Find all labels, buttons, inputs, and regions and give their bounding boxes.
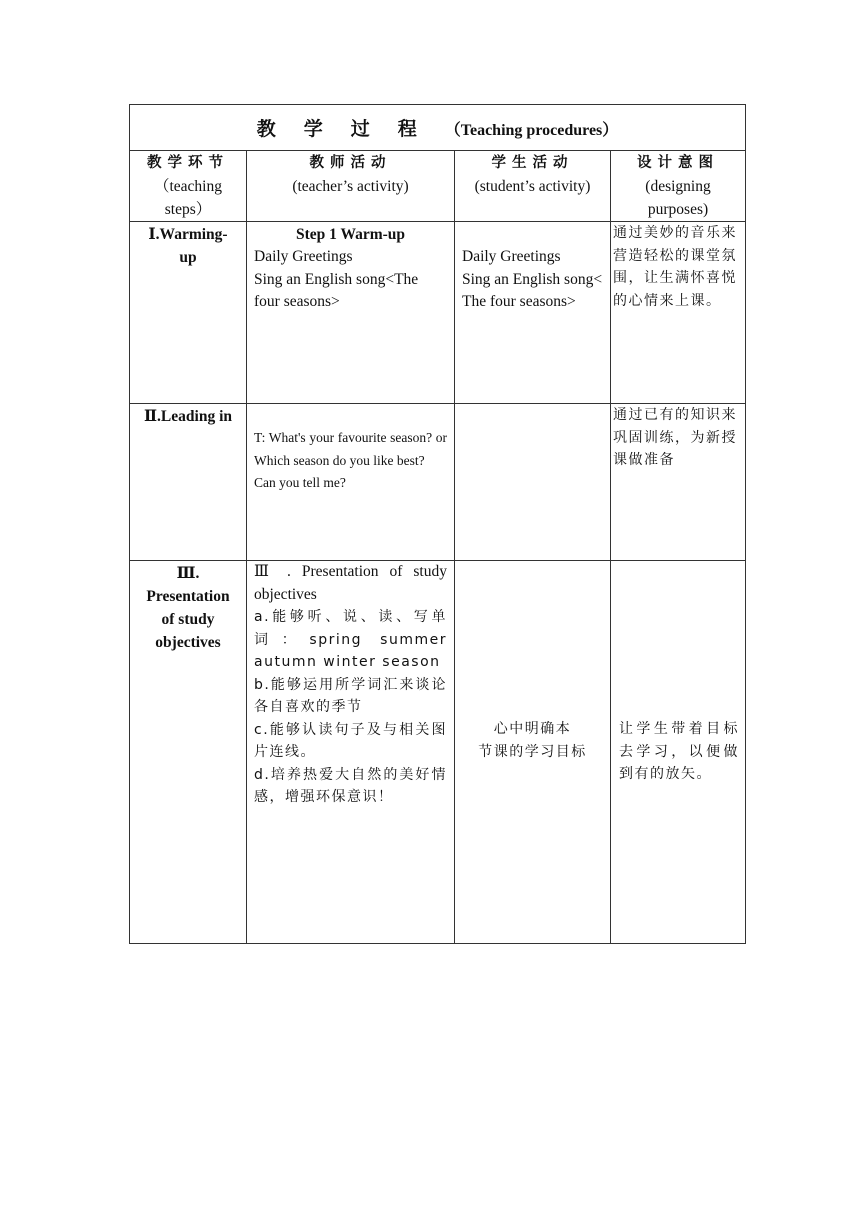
header-steps	[130, 151, 247, 222]
step-label: objectives	[155, 634, 221, 651]
header-steps-cn: 教学环节	[147, 155, 229, 171]
student-cell	[455, 561, 611, 944]
title-cn: 教学过程	[256, 118, 445, 140]
student-activity: 节课的学习目标	[478, 743, 587, 760]
objective-item: c.能够认读句子及与相关图片连线。	[254, 721, 447, 760]
step-label: up	[179, 249, 197, 266]
step-label: Ⅱ.Leading in	[143, 408, 232, 425]
header-teacher	[247, 151, 455, 222]
header-steps-en2: steps）	[164, 201, 212, 218]
purpose-text: 让学生带着目标去学习，以便做到有的放矢。	[619, 721, 740, 782]
table-title	[130, 105, 746, 151]
teacher-activity: Sing an English song<The four seasons>	[254, 270, 419, 310]
teacher-cell	[247, 561, 455, 944]
header-purpose	[611, 151, 746, 222]
purpose-text: 通过已有的知识来巩固训练，为新授课做准备	[613, 407, 737, 468]
teacher-activity: Can you tell me?	[254, 475, 346, 490]
step-label: Ⅲ.	[176, 565, 200, 582]
table-row	[130, 222, 746, 404]
step-label: Ⅰ.Warming-	[148, 226, 228, 243]
table-row	[130, 404, 746, 561]
teacher-cell	[247, 404, 455, 561]
title-row	[130, 105, 746, 151]
student-activity: 心中明确本	[493, 721, 572, 737]
title-en: （Teaching procedures）	[444, 122, 619, 139]
header-student-cn: 学生活动	[491, 155, 574, 171]
purpose-cell	[611, 561, 746, 944]
teacher-activity: Ⅲ . Presentation of study objectives	[254, 563, 447, 603]
teacher-activity: T: What's your favourite season? or Which season do you like best?	[254, 430, 447, 468]
teacher-activity: Daily Greetings	[254, 248, 353, 265]
student-activity: Sing an English song< The four seasons>	[462, 270, 603, 310]
teacher-cell	[247, 222, 455, 404]
student-activity: Daily Greetings	[462, 248, 561, 265]
step-cell	[130, 404, 247, 561]
step-label: of study	[161, 611, 215, 628]
step-cell	[130, 561, 247, 944]
step-heading: Step 1 Warm-up	[295, 226, 406, 243]
header-steps-en1: （teaching	[153, 178, 222, 195]
header-teacher-cn: 教师活动	[309, 155, 392, 171]
header-teacher-en: (teacher’s activity)	[292, 178, 409, 195]
student-cell	[455, 222, 611, 404]
purpose-cell	[611, 222, 746, 404]
step-label: Presentation	[146, 588, 230, 605]
header-row	[130, 151, 746, 222]
objective-item: b.能够运用所学词汇来谈论各自喜欢的季节	[254, 676, 447, 715]
header-purpose-cn: 设计意图	[637, 155, 720, 171]
purpose-text: 通过美妙的音乐来营造轻松的课堂氛围，让生满怀喜悦的心情来上课。	[613, 225, 737, 309]
purpose-cell	[611, 404, 746, 561]
student-cell	[455, 404, 611, 561]
table-row	[130, 561, 746, 944]
header-student-en: (student’s activity)	[474, 178, 591, 195]
teaching-procedures-table	[129, 104, 746, 944]
header-student	[455, 151, 611, 222]
objective-item: a.能够听、说、读、写单词：spring summer autumn winter season	[254, 609, 447, 670]
header-purpose-en2: purposes)	[647, 201, 709, 218]
step-cell	[130, 222, 247, 404]
header-purpose-en1: (designing	[645, 178, 711, 195]
objective-item: d.培养热爱大自然的美好情感，增强环保意识！	[254, 766, 447, 805]
